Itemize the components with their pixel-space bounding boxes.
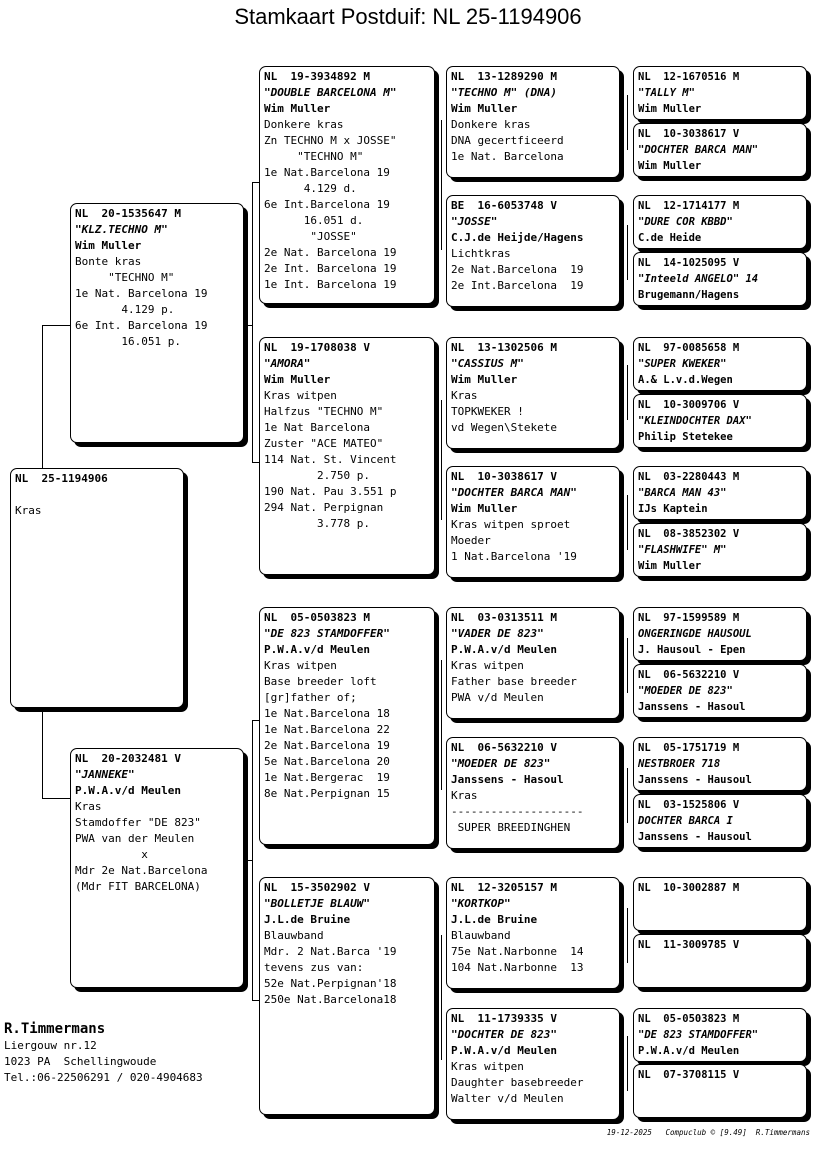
- detail-line: 1 Nat.Barcelona '19: [451, 550, 577, 563]
- ring-number: NL 10-3009706 V: [638, 399, 740, 411]
- breeder: P.W.A.v/d Meulen: [638, 1045, 740, 1057]
- detail-line: 52e Nat.Perpignan'18: [264, 977, 397, 990]
- pigeon-name: "JOSSE": [451, 215, 498, 228]
- connector: [244, 860, 252, 861]
- ring-number: NL 15-3502902 V: [264, 881, 370, 894]
- pigeon-name: "BARCA MAN 43": [638, 487, 727, 499]
- detail-line: 1e Nat.Bergerac 19: [264, 771, 390, 784]
- detail-line: 8e Nat.Perpignan 15: [264, 787, 390, 800]
- ring-number: NL 11-3009785 V: [638, 939, 740, 951]
- owner-block: [4, 1020, 203, 1086]
- connector: [244, 325, 252, 326]
- great-grandparent-card[interactable]: [446, 737, 620, 849]
- detail-line: Lichtkras: [451, 247, 511, 260]
- pigeon-name: "KLEINDOCHTER DAX": [638, 415, 752, 427]
- pigeon-name: "DE 823 STAMDOFFER": [264, 627, 390, 640]
- detail-line: 2e Nat.Barcelona 19: [451, 263, 584, 276]
- detail-line: 114 Nat. St. Vincent: [264, 453, 397, 466]
- connector: [42, 798, 70, 799]
- ancestor-card[interactable]: [633, 737, 807, 791]
- detail-line: 1e Int. Barcelona 19: [264, 278, 397, 291]
- connector: [252, 462, 259, 463]
- ring-number: BE 16-6053748 V: [451, 199, 557, 212]
- footer-credit: 19-12-2025 Compuclub © [9.49] R.Timmermans: [606, 1128, 810, 1137]
- ring-number: NL 25-1194906: [15, 472, 108, 485]
- breeder: Janssens - Hausoul: [638, 774, 752, 786]
- detail-line: [gr]father of;: [264, 691, 357, 704]
- connector: [441, 120, 442, 250]
- connector: [441, 935, 442, 1060]
- detail-line: "TECHNO M": [264, 150, 364, 163]
- breeder: Janssens - Hasoul: [638, 701, 746, 713]
- detail-line: tevens zus van:: [264, 961, 364, 974]
- great-grandparent-card[interactable]: [446, 877, 620, 989]
- breeder: Wim Muller: [638, 160, 702, 172]
- detail-line: TOPKWEKER !: [451, 405, 524, 418]
- great-grandparent-card[interactable]: [446, 466, 620, 578]
- ancestor-card[interactable]: [633, 934, 807, 988]
- detail-line: 2e Nat. Barcelona 19: [264, 246, 397, 259]
- detail-line: x: [75, 848, 148, 861]
- detail-line: 2e Int.Barcelona 19: [451, 279, 584, 292]
- ring-number: NL 07-3708115 V: [638, 1069, 740, 1081]
- pigeon-name: "DOCHTER BARCA MAN": [451, 486, 577, 499]
- detail-line: 6e Int.Barcelona 19: [264, 198, 390, 211]
- ancestor-card[interactable]: [633, 1064, 807, 1118]
- pigeon-name: "SUPER KWEKER": [638, 358, 727, 370]
- breeder: Wim Muller: [264, 373, 331, 386]
- pigeon-name: "Inteeld ANGELO" 14: [638, 273, 759, 285]
- pigeon-name: [638, 1083, 802, 1099]
- pigeon-name: "JANNEKE": [75, 768, 135, 781]
- owner-city: 1023 PA Schellingwoude: [4, 1055, 157, 1068]
- breeder: Wim Muller: [264, 102, 331, 115]
- detail-line: "TECHNO M": [75, 271, 175, 284]
- detail-line: 250e Nat.Barcelona18: [264, 993, 397, 1006]
- ancestor-card[interactable]: [633, 252, 807, 306]
- detail-line: Kras: [451, 789, 478, 802]
- ring-number: NL 05-0503823 M: [264, 611, 370, 624]
- ring-number: NL 14-1025095 V: [638, 257, 740, 269]
- connector: [252, 1000, 259, 1001]
- detail-line: PWA v/d Meulen: [451, 691, 544, 704]
- detail-line: 2.750 p.: [264, 469, 370, 482]
- grandparent-card[interactable]: [259, 66, 435, 304]
- breeder: [638, 1099, 802, 1115]
- grandparent-card[interactable]: [259, 877, 435, 1115]
- pigeon-name: "KORTKOP": [451, 897, 511, 910]
- breeder: J. Hausoul - Epen: [638, 644, 746, 656]
- detail-line: Kras witpen: [451, 659, 524, 672]
- ring-number: NL 19-1708038 V: [264, 341, 370, 354]
- grandparent-card[interactable]: [259, 337, 435, 575]
- breeder: Wim Muller: [451, 373, 518, 386]
- great-grandparent-card[interactable]: [446, 66, 620, 178]
- detail-line: Blauwband: [264, 929, 324, 942]
- detail-line: Base breeder loft: [264, 675, 377, 688]
- detail-line: 2e Int. Barcelona 19: [264, 262, 397, 275]
- breeder: A.& L.v.d.Wegen: [638, 374, 733, 386]
- detail-line: Stamdoffer "DE 823": [75, 816, 201, 829]
- detail-line: Kras: [75, 800, 102, 813]
- owner-name: R.Timmermans: [4, 1021, 106, 1037]
- detail-line: Kras witpen: [264, 659, 337, 672]
- breeder: J.L.de Bruine: [264, 913, 351, 926]
- pigeon-name: "KLZ.TECHNO M": [75, 223, 168, 236]
- detail-line: vd Wegen\Stekete: [451, 421, 557, 434]
- page-title: Stamkaart Postduif: NL 25-1194906: [234, 4, 582, 29]
- breeder: [638, 912, 802, 928]
- connector: [627, 1036, 628, 1091]
- breeder: [638, 969, 802, 985]
- ring-number: NL 05-0503823 M: [638, 1013, 740, 1025]
- breeder: Wim Muller: [451, 102, 518, 115]
- detail-line: 1e Nat. Barcelona 19: [75, 287, 208, 300]
- ring-number: NL 20-1535647 M: [75, 207, 181, 220]
- ring-number: NL 20-2032481 V: [75, 752, 181, 765]
- connector: [627, 638, 628, 693]
- detail-line: Mdr 2e Nat.Barcelona: [75, 864, 208, 877]
- detail-line: 1e Nat.Barcelona 22: [264, 723, 390, 736]
- detail-line: Donkere kras: [451, 118, 531, 131]
- ring-number: NL 19-3934892 M: [264, 70, 370, 83]
- pigeon-name: "MOEDER DE 823": [451, 757, 551, 770]
- detail-line: Father base breeder: [451, 675, 577, 688]
- pigeon-name: "DOUBLE BARCELONA M": [264, 86, 397, 99]
- subject-card[interactable]: [10, 468, 184, 708]
- pigeon-name: "DE 823 STAMDOFFER": [638, 1029, 759, 1041]
- pigeon-name: "BOLLETJE BLAUW": [264, 897, 370, 910]
- breeder: J.L.de Bruine: [451, 913, 538, 926]
- connector: [441, 660, 442, 790]
- breeder: Janssens - Hasoul: [451, 773, 564, 786]
- ancestor-card[interactable]: [633, 664, 807, 718]
- owner-address: Liergouw nr.12: [4, 1039, 97, 1052]
- detail-line: Walter v/d Meulen: [451, 1092, 564, 1105]
- connector: [441, 400, 442, 520]
- pigeon-name: "AMORA": [264, 357, 311, 370]
- ancestor-card[interactable]: [633, 794, 807, 848]
- detail-line: 190 Nat. Pau 3.551 p: [264, 485, 397, 498]
- grandparent-card[interactable]: [259, 607, 435, 845]
- ring-number: NL 12-1670516 M: [638, 71, 740, 83]
- detail-line: Mdr. 2 Nat.Barca '19: [264, 945, 397, 958]
- pigeon-name: "DOCHTER DE 823": [451, 1028, 557, 1041]
- detail-line: Zuster "ACE MATEO": [264, 437, 384, 450]
- detail-line: --------------------: [451, 805, 584, 818]
- detail-line: SUPER BREEDINGHEN: [451, 821, 571, 834]
- connector: [627, 225, 628, 280]
- pigeon-name: NESTBROER 718: [638, 758, 721, 770]
- breeder: P.W.A.v/d Meulen: [264, 643, 370, 656]
- connector: [42, 325, 43, 473]
- ancestor-card[interactable]: [633, 195, 807, 249]
- ring-number: NL 12-1714177 M: [638, 200, 740, 212]
- ring-number: NL 08-3852302 V: [638, 528, 740, 540]
- ring-number: NL 06-5632210 V: [638, 669, 740, 681]
- ring-number: NL 03-2280443 M: [638, 471, 740, 483]
- pigeon-name: "VADER DE 823": [451, 627, 544, 640]
- detail-line: 5e Nat.Barcelona 20: [264, 755, 390, 768]
- detail-line: Kras: [15, 504, 42, 517]
- connector: [627, 908, 628, 963]
- ancestor-card[interactable]: [633, 394, 807, 448]
- pigeon-name: ONGERINGDE HAUSOUL: [638, 628, 752, 640]
- ring-number: NL 05-1751719 M: [638, 742, 740, 754]
- ancestor-card[interactable]: [633, 877, 807, 931]
- detail-line: 2e Nat.Barcelona 19: [264, 739, 390, 752]
- ancestor-card[interactable]: [633, 66, 807, 120]
- pigeon-name: [638, 953, 802, 969]
- breeder: Wim Muller: [638, 560, 702, 572]
- ancestor-card[interactable]: [633, 123, 807, 177]
- detail-line: 1e Nat Barcelona: [264, 421, 370, 434]
- connector: [252, 720, 253, 1000]
- ring-number: NL 10-3002887 M: [638, 882, 740, 894]
- detail-line: DNA gecertficeerd: [451, 134, 564, 147]
- dam-card[interactable]: [70, 748, 244, 988]
- breeder: IJs Kaptein: [638, 503, 708, 515]
- detail-line: Zn TECHNO M x JOSSE": [264, 134, 397, 147]
- breeder: Janssens - Hausoul: [638, 831, 752, 843]
- ring-number: NL 11-1739335 V: [451, 1012, 557, 1025]
- ring-number: NL 06-5632210 V: [451, 741, 557, 754]
- connector: [42, 708, 43, 798]
- breeder: Wim Muller: [75, 239, 142, 252]
- breeder: Wim Muller: [451, 502, 518, 515]
- pigeon-name: "TECHNO M" (DNA): [451, 86, 557, 99]
- connector: [627, 768, 628, 823]
- detail-line: Kras witpen sproet: [451, 518, 571, 531]
- detail-line: Bonte kras: [75, 255, 142, 268]
- detail-line: 1e Nat. Barcelona: [451, 150, 564, 163]
- ancestor-card[interactable]: [633, 607, 807, 661]
- detail-line: 6e Int. Barcelona 19: [75, 319, 208, 332]
- sire-card[interactable]: [70, 203, 244, 443]
- pigeon-name: "FLASHWIFE" M": [638, 544, 727, 556]
- pigeon-name: "DURE COR KBBD": [638, 216, 733, 228]
- great-grandparent-card[interactable]: [446, 195, 620, 307]
- detail-line: 294 Nat. Perpignan: [264, 501, 384, 514]
- connector: [627, 495, 628, 550]
- breeder: Philip Stetekee: [638, 431, 733, 443]
- detail-line: 4.129 d.: [264, 182, 357, 195]
- detail-line: "JOSSE": [264, 230, 357, 243]
- pigeon-name: [638, 896, 802, 912]
- connector: [627, 95, 628, 150]
- detail-line: PWA van der Meulen: [75, 832, 195, 845]
- detail-line: 16.051 d.: [264, 214, 364, 227]
- ancestor-card[interactable]: [633, 1008, 807, 1062]
- pigeon-name: DOCHTER BARCA I: [638, 815, 733, 827]
- connector: [42, 325, 70, 326]
- ring-number: NL 03-1525806 V: [638, 799, 740, 811]
- breeder: Brugemann/Hagens: [638, 289, 740, 301]
- ancestor-card[interactable]: [633, 523, 807, 577]
- connector: [252, 720, 259, 721]
- pigeon-name: "TALLY M": [638, 87, 695, 99]
- detail-line: Halfzus "TECHNO M": [264, 405, 384, 418]
- owner-phone: Tel.:06-22506291 / 020-4904683: [4, 1071, 203, 1084]
- great-grandparent-card[interactable]: [446, 1008, 620, 1120]
- detail-line: Moeder: [451, 534, 491, 547]
- detail-line: 104 Nat.Narbonne 13: [451, 961, 584, 974]
- ring-number: NL 13-1302506 M: [451, 341, 557, 354]
- detail-line: Daughter basebreeder: [451, 1076, 584, 1089]
- ancestor-card[interactable]: [633, 337, 807, 391]
- ring-number: NL 97-0085658 M: [638, 342, 740, 354]
- connector: [252, 182, 259, 183]
- breeder: C.J.de Heijde/Hagens: [451, 231, 584, 244]
- detail-line: 1e Nat.Barcelona 18: [264, 707, 390, 720]
- detail-line: Kras: [451, 389, 478, 402]
- ancestor-card[interactable]: [633, 466, 807, 520]
- detail-line: 3.778 p.: [264, 517, 370, 530]
- pigeon-name: "CASSIUS M": [451, 357, 524, 370]
- breeder: Wim Muller: [638, 103, 702, 115]
- detail-line: 1e Nat.Barcelona 19: [264, 166, 390, 179]
- pigeon-name: "MOEDER DE 823": [638, 685, 733, 697]
- detail-line: [15, 487, 179, 503]
- great-grandparent-card[interactable]: [446, 337, 620, 449]
- detail-line: 75e Nat.Narbonne 14: [451, 945, 584, 958]
- great-grandparent-card[interactable]: [446, 607, 620, 719]
- ring-number: NL 03-0313511 M: [451, 611, 557, 624]
- breeder: P.W.A.v/d Meulen: [451, 643, 557, 656]
- pigeon-name: "DOCHTER BARCA MAN": [638, 144, 759, 156]
- ring-number: NL 12-3205157 M: [451, 881, 557, 894]
- ring-number: NL 10-3038617 V: [451, 470, 557, 483]
- detail-line: 16.051 p.: [75, 335, 181, 348]
- breeder: P.W.A.v/d Meulen: [451, 1044, 557, 1057]
- ring-number: NL 10-3038617 V: [638, 128, 740, 140]
- connector: [252, 182, 253, 462]
- detail-line: 4.129 p.: [75, 303, 175, 316]
- connector: [627, 365, 628, 420]
- ring-number: NL 13-1289290 M: [451, 70, 557, 83]
- breeder: P.W.A.v/d Meulen: [75, 784, 181, 797]
- detail-line: Kras witpen: [264, 389, 337, 402]
- detail-line: Donkere kras: [264, 118, 344, 131]
- detail-line: Blauwband: [451, 929, 511, 942]
- ring-number: NL 97-1599589 M: [638, 612, 740, 624]
- detail-line: Kras witpen: [451, 1060, 524, 1073]
- breeder: C.de Heide: [638, 232, 702, 244]
- detail-line: (Mdr FIT BARCELONA): [75, 880, 201, 893]
